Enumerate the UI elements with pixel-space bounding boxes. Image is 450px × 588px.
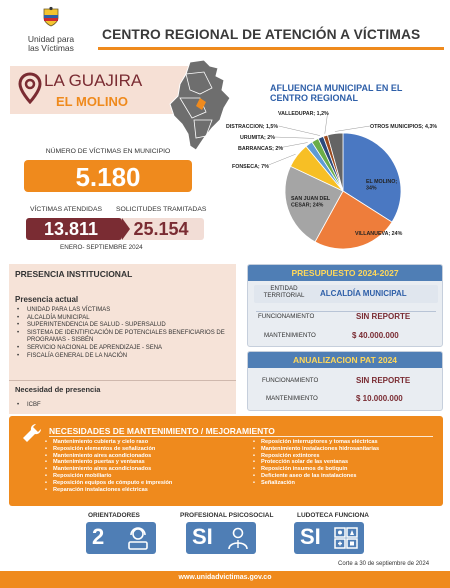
list-item: • Reposición extintores <box>253 453 438 460</box>
budget-panel <box>247 264 443 347</box>
maintenance-label: MANTENIMIENTO <box>264 332 316 339</box>
list-item: • UNIDAD PARA LAS VÍCTIMAS <box>17 307 232 314</box>
arrow-connector <box>122 218 130 240</box>
pie-leader-line <box>279 126 320 136</box>
logo-text-line-1: Unidad para <box>27 34 75 44</box>
header <box>0 0 450 62</box>
victims-count: 5.180 <box>75 162 141 192</box>
list-item: • SUPERINTENDENCIA DE SALUD - SUPERSALUD <box>17 322 232 329</box>
victims-label: NÚMERO DE VÍCTIMAS EN MUNICIPIO <box>45 148 171 155</box>
pie-label: OTROS MUNICIPIOS; 4,3% <box>370 124 438 130</box>
list-item: • Reposición elementos de señalización <box>45 446 245 453</box>
presence-subtitle: Presencia actual <box>15 295 79 304</box>
location-pin-icon <box>18 72 42 104</box>
title-underline <box>98 47 444 50</box>
funding-label: FUNCIONAMIENTO <box>258 313 315 320</box>
list-item: • SERVICIO NACIONAL DE APRENDIZAJE - SENA <box>17 345 232 352</box>
list-item: • Protección solar de las ventanas <box>253 459 438 466</box>
attended-count: 13.811 <box>43 219 99 239</box>
maintenance-divider <box>49 436 433 437</box>
presence-need-item: • ICBF <box>17 402 41 408</box>
psych-label: PROFESIONAL PSICOSOCIAL <box>180 512 274 519</box>
entity-label: ENTIDAD TERRITORIAL <box>263 285 305 299</box>
list-item: • Reparación instalaciones eléctricas <box>45 487 245 494</box>
website-link[interactable]: www.unidadvictimas.gov.co <box>178 574 272 581</box>
attended-label: VÍCTIMAS ATENDIDAS <box>30 206 103 213</box>
pat-title: ANUALIZACION PAT 2024 <box>248 352 442 368</box>
list-item: • Reposición equipos de cómputo e impresión <box>45 480 245 487</box>
list-item: • SISTEMA DE IDENTIFICACIÓN DE POTENCIALES BENEFICIARIOS DE PROGRAMAS - SISBÉN <box>17 330 232 344</box>
list-item: • Deficiente aseo de las instalaciones <box>253 473 438 480</box>
psych-value: SI <box>192 524 213 549</box>
toy-blocks-icon <box>333 526 359 550</box>
budget-title: PRESUPUESTO 2024-2027 <box>248 265 442 281</box>
period-text: ENERO- SEPTIEMBRE 2024 <box>60 244 143 251</box>
pie-label: BARRANCAS; 2% <box>238 146 284 152</box>
list-item: • Señalización <box>253 480 438 487</box>
page-title: CENTRO REGIONAL DE ATENCIÓN A VÍCTIMAS <box>102 27 421 42</box>
ludo-value: SI <box>300 524 321 549</box>
footer-bar <box>0 571 450 588</box>
presence-need-title: Necesidad de presencia <box>15 385 101 394</box>
institution-list <box>17 307 232 360</box>
maintenance-value: $ 40.000.000 <box>352 331 399 340</box>
list-item: • ALCALDÍA MUNICIPAL <box>17 315 232 322</box>
counselors-card <box>86 522 156 554</box>
list-item: • Reposición mobiliario <box>45 473 245 480</box>
pie-label: VALLEDUPAR; 1,2% <box>278 111 329 117</box>
wrench-icon <box>21 422 43 444</box>
pie-label: SAN JUAN DEL CESAR; 24% <box>291 196 331 209</box>
list-item: • Mantenimiento instalaciones hidrosanitarias <box>253 446 438 453</box>
department-name: LA GUAJIRA <box>44 71 143 90</box>
chart-title: AFLUENCIA MUNICIPAL EN EL CENTRO REGIONAL <box>270 83 403 104</box>
list-item: • Mantenimiento aires acondicionados <box>45 453 245 460</box>
counselors-value: 2 <box>92 524 105 549</box>
pie-leader-line <box>335 126 370 132</box>
list-item: • FISCALÍA GENERAL DE LA NACIÓN <box>17 353 232 360</box>
requests-label: SOLICITUDES TRAMITADAS <box>116 206 207 213</box>
municipality-name: EL MOLINO <box>56 94 128 109</box>
requests-count: 25.154 <box>133 219 189 239</box>
victims-count-box <box>24 160 192 192</box>
pie-leader-line <box>274 137 314 138</box>
pie-label: DISTRACCION; 1,5% <box>226 124 279 130</box>
psych-card <box>186 522 256 554</box>
unidad-logo <box>16 6 86 53</box>
funding-value: SIN REPORTE <box>356 312 411 321</box>
presence-need-section <box>9 380 236 414</box>
entity-value: ALCALDÍA MUNICIPAL <box>320 289 407 298</box>
logo-text-line-2: las Víctimas <box>28 42 74 53</box>
ludo-card <box>294 522 364 554</box>
maintenance-panel <box>9 416 443 506</box>
presence-panel <box>9 264 236 414</box>
list-item: • Reposición interruptores y tomas eléctricas <box>253 439 438 446</box>
maintenance-list-left <box>45 439 245 494</box>
list-item: • Mantenimiento cubierta y cielo raso <box>45 439 245 446</box>
coat-of-arms-icon <box>40 6 62 28</box>
list-item: • Mantenimiento aires acondicionados <box>45 466 245 473</box>
pie-label: VILLANUEVA; 24% <box>355 231 403 237</box>
maintenance-title: NECESIDADES DE MANTENIMIENTO / MEJORAMIENTO <box>49 426 275 436</box>
cut-date: Corte a 30 de septiembre de 2024 <box>338 561 430 567</box>
pat-funding-value: SIN REPORTE <box>356 376 411 385</box>
pie-label: FONSECA; 7% <box>232 164 269 170</box>
pat-funding-label: FUNCIONAMIENTO <box>262 377 319 384</box>
list-item: • Mantenimiento puertas y ventanas <box>45 459 245 466</box>
pie-label: URUMITA; 2% <box>240 135 275 141</box>
ludo-label: LUDOTECA FUNCIONA <box>297 512 369 519</box>
list-item: • Reposición insumos de botiquín <box>253 466 438 473</box>
attended-box <box>26 218 122 240</box>
headset-agent-icon <box>125 526 151 550</box>
pie-label: EL MOLINO; 34% <box>366 179 398 192</box>
pat-panel <box>247 351 443 411</box>
presence-title: PRESENCIA INSTITUCIONAL <box>15 269 133 279</box>
pat-maintenance-value: $ 10.000.000 <box>356 394 403 403</box>
maintenance-list-right <box>253 439 438 487</box>
affluence-pie-chart <box>220 108 450 258</box>
pat-maintenance-label: MANTENIMIENTO <box>266 395 318 402</box>
professional-person-icon <box>225 526 251 550</box>
counselors-label: ORIENTADORES <box>88 512 140 519</box>
